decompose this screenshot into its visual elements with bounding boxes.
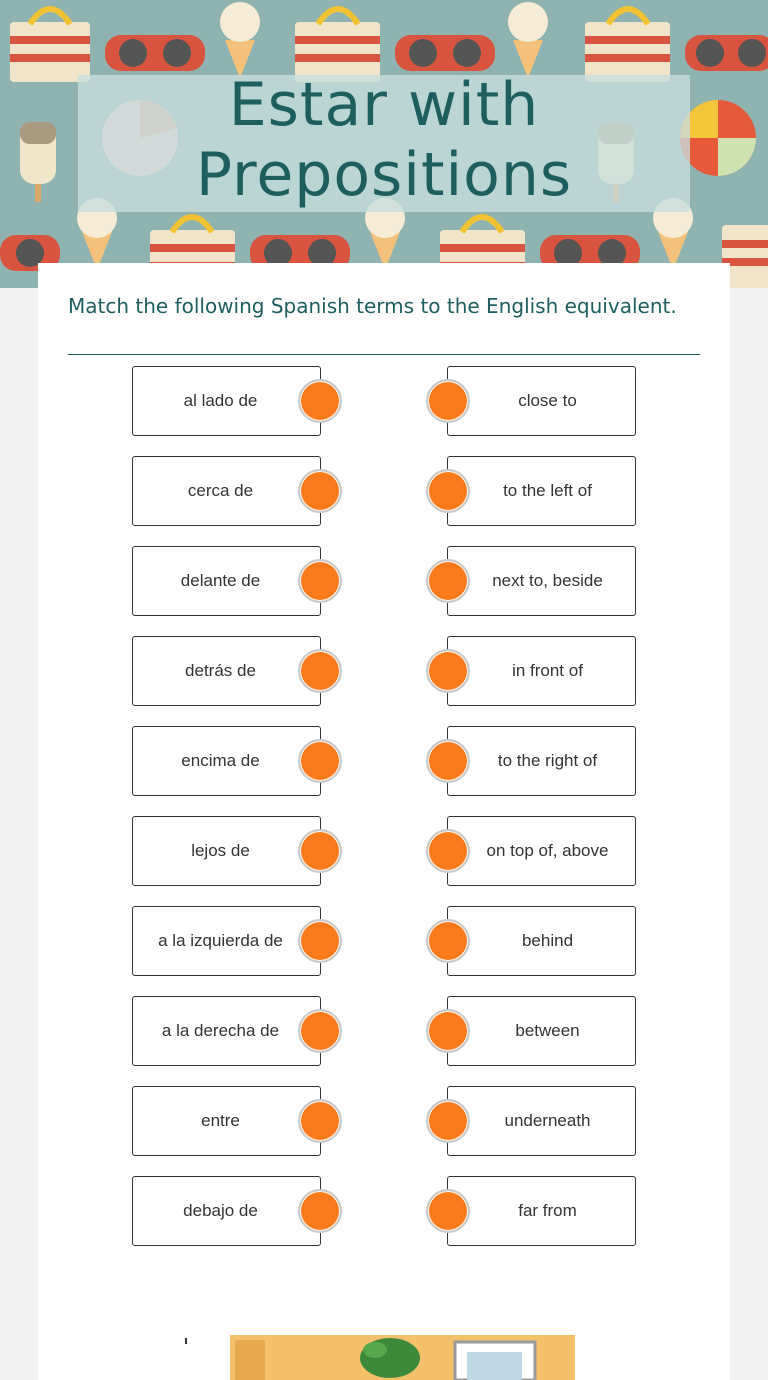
english-match-connector[interactable] (426, 469, 470, 513)
english-term-box (447, 726, 636, 796)
spanish-match-connector[interactable] (298, 379, 342, 423)
spanish-match-connector[interactable] (298, 739, 342, 783)
spanish-term-label: al lado de (183, 391, 258, 410)
english-match-connector[interactable] (426, 559, 470, 603)
spanish-term-box (132, 456, 321, 526)
spanish-term-label: delante de (180, 571, 261, 590)
english-term-box (447, 1086, 636, 1156)
spanish-term-box (132, 636, 321, 706)
english-match-connector[interactable] (426, 1099, 470, 1143)
spanish-term-label: lejos de (191, 841, 250, 860)
spanish-term-box (132, 1086, 321, 1156)
english-term-label: far from (518, 1201, 577, 1220)
spanish-term-box (132, 1176, 321, 1246)
spanish-term-label: debajo de (183, 1201, 258, 1220)
english-term-label: between (515, 1021, 580, 1040)
instructions-divider (68, 354, 700, 355)
english-term-box (447, 456, 636, 526)
title-line-1: Estar with (228, 70, 540, 140)
english-match-connector[interactable] (426, 739, 470, 783)
english-match-connector[interactable] (426, 829, 470, 873)
spanish-term-box (132, 726, 321, 796)
spanish-term-label: cerca de (187, 481, 254, 500)
english-match-connector[interactable] (426, 919, 470, 963)
english-term-box (447, 366, 636, 436)
english-term-box (447, 906, 636, 976)
page-title (78, 70, 690, 210)
spanish-term-label: a la izquierda de (158, 931, 283, 950)
spanish-term-label: encima de (181, 751, 260, 770)
english-term-box (447, 816, 636, 886)
spanish-match-connector[interactable] (298, 1009, 342, 1053)
header-banner (0, 0, 768, 288)
english-term-box (447, 996, 636, 1066)
english-term-label: underneath (504, 1111, 591, 1130)
spanish-term-box (132, 366, 321, 436)
title-line-2: Prepositions (195, 140, 573, 210)
english-match-connector[interactable] (426, 649, 470, 693)
english-term-label: close to (518, 391, 577, 410)
english-term-label: in front of (512, 661, 583, 680)
spanish-term-box (132, 816, 321, 886)
spanish-match-connector[interactable] (298, 1189, 342, 1233)
english-match-connector[interactable] (426, 1009, 470, 1053)
room-illustration (185, 1330, 585, 1380)
english-term-box (447, 636, 636, 706)
english-term-label: on top of, above (486, 841, 609, 860)
english-term-label: to the left of (503, 481, 592, 500)
english-term-label: next to, beside (492, 571, 603, 590)
spanish-term-box (132, 906, 321, 976)
spanish-match-connector[interactable] (298, 649, 342, 693)
instructions-text: Match the following Spanish terms to the English equivalent. (68, 294, 677, 318)
spanish-term-label: detrás de (185, 661, 256, 680)
spanish-term-box (132, 996, 321, 1066)
english-match-connector[interactable] (426, 379, 470, 423)
spanish-match-connector[interactable] (298, 1099, 342, 1143)
english-term-label: behind (521, 931, 574, 950)
english-term-label: to the right of (497, 751, 598, 770)
spanish-match-connector[interactable] (298, 829, 342, 873)
spanish-match-connector[interactable] (298, 469, 342, 513)
english-term-box (447, 1176, 636, 1246)
spanish-match-connector[interactable] (298, 919, 342, 963)
spanish-term-label: entre (201, 1111, 240, 1130)
spanish-term-label: a la derecha de (161, 1021, 280, 1040)
english-match-connector[interactable] (426, 1189, 470, 1233)
spanish-term-box (132, 546, 321, 616)
spanish-match-connector[interactable] (298, 559, 342, 603)
english-term-box (447, 546, 636, 616)
